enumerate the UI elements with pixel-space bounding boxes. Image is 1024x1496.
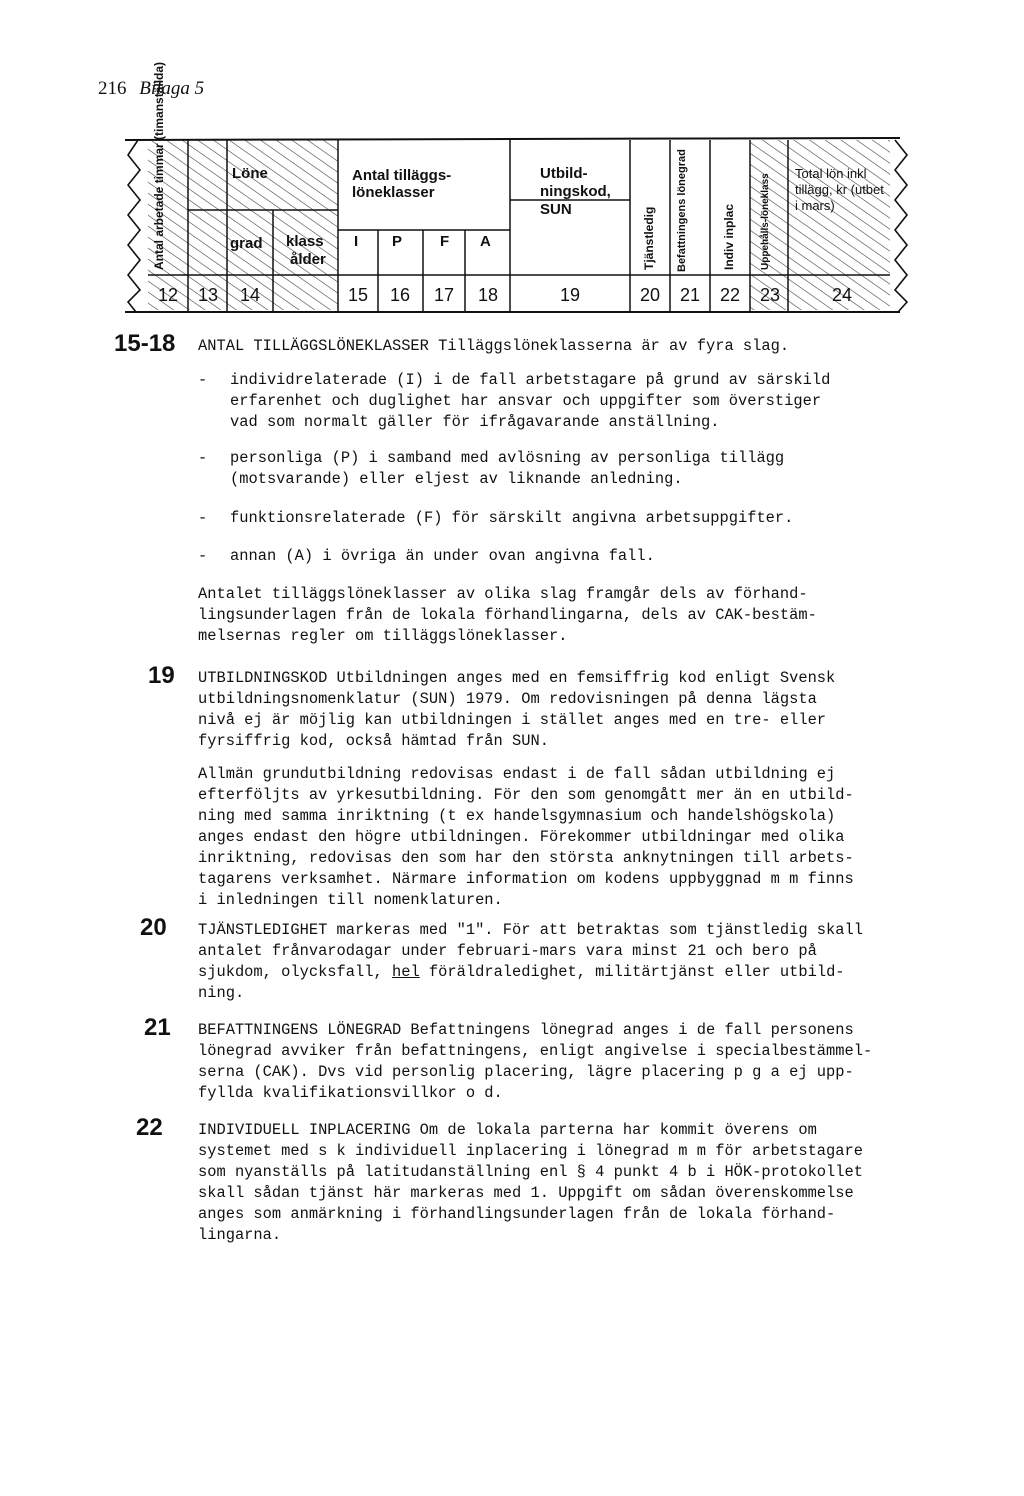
sub-col-i: I — [354, 233, 359, 250]
lone-label: Löne — [232, 165, 268, 182]
section-number: 15-18 — [114, 330, 176, 357]
sub-col-a: A — [480, 233, 491, 250]
bullet-dash: - — [198, 449, 208, 467]
section-paragraph: INDIVIDUELL INPLACERING Om de lokala parterna har kommit överens om systemet med s k individuell inplacering i lönegrad m m för arbetstagare som nyanställs på latitudanställning enl § 4 punkt 4 b i HÖK-protokollet skall sådan tjänst här markeras med 1. Uppgift om sådan överenskommelse anges som anmärkning i förhandlingsunderlagen från de lokala förhand- lingarna. — [198, 1121, 863, 1244]
uppehalls-label: Uppehålls-löneklass — [760, 173, 771, 270]
bullet-dash: - — [198, 371, 208, 389]
col-number-20: 20 — [639, 285, 661, 305]
col-number-15: 15 — [347, 285, 369, 305]
col-number-24: 24 — [831, 285, 853, 305]
page-number: 216 — [98, 78, 127, 99]
bullet-funktionsrelaterade: funktionsrelaterade (F) för särskilt angivna arbetsuppgifter. — [230, 509, 794, 527]
section-number: 19 — [148, 662, 175, 689]
section-heading-line: ANTAL TILLÄGGSLÖNEKLASSER Tilläggslöneklasserna är av fyra slag. — [198, 337, 790, 355]
section-paragraph-2: Allmän grundutbildning redovisas endast i de fall sådan utbildning ej efterföljts av yrkesutbildning. För den som genomgått mer än en utbild- ning med samma inriktning (t ex handelsgymnasium och handelshögskola) anges endast den högre utbildningen. Förekommer utbildningar med olika inriktning, redovisas den som har den största anknytningen till arbets- tagarens verksamhet. Närmare information om kodens uppbyggnad m m finns i inledningen till nomenklaturen. — [198, 765, 854, 909]
alder-label: ålder — [290, 251, 326, 268]
section-paragraph-1: UTBILDNINGSKOD Utbildningen anges med en femsiffrig kod enligt Svensk utbildningsnomenklatur (SUN) 1979. Om redovisningen på denna lägsta nivå ej är möjlig kan utbildningen i stället anges med en tre- eller fyrsiffrig kod, också hämtad från SUN. — [198, 669, 836, 750]
col-number-23: 23 — [759, 285, 781, 305]
indiv-inplac-label: Indiv inplac — [722, 203, 736, 270]
klass-label: klass — [286, 233, 324, 250]
col-number-12: 12 — [157, 285, 179, 305]
section-number: 22 — [136, 1114, 163, 1141]
text-part: föräldraledighet, militärtjänst eller utbild- ning. — [198, 963, 845, 1002]
tillagg-title-2: löneklasser — [352, 184, 435, 201]
underlined-word: hel — [391, 963, 420, 981]
total-lon-label: Total lön inkl tillägg, kr (utbet i mars) — [795, 166, 884, 213]
col-number-14: 14 — [239, 285, 261, 305]
utbild-label-1: Utbild- — [540, 165, 588, 182]
sub-col-p: P — [392, 233, 403, 250]
section-paragraph: Antalet tilläggslöneklasser av olika slag framgår dels av förhand- lingsunderlagen från de lokala förhandlingarna, dels av CAK-bestäm- melsernas regler om tilläggslöneklasser. — [198, 585, 817, 645]
text-part: TJÄNSTLEDIGHET markeras med "1". För att betraktas som tjänstledig skall antalet frånvarodagar under februari-mars vara minst 21 och bero på sjukdom, olycksfall, — [198, 921, 863, 981]
bullet-dash: - — [198, 509, 208, 527]
tjanstledig-label: Tjänstledig — [642, 206, 656, 270]
utbild-label-3: SUN — [540, 201, 572, 218]
sub-col-f: F — [440, 233, 450, 250]
tillagg-title-1: Antal tilläggs- — [352, 167, 452, 184]
col-number-18: 18 — [477, 285, 499, 305]
col-number-21: 21 — [679, 285, 701, 305]
utbild-label-2: ningskod, — [540, 183, 611, 200]
page-title: Bilaga 5 — [139, 78, 205, 99]
antal-arbetade-label: Antal arbetade timmar (timanställda) — [152, 61, 166, 270]
section-paragraph: BEFATTNINGENS LÖNEGRAD Befattningens lönegrad anges i de fall personens lönegrad avviker från befattningens, enligt angivelse i specialbestämmel- serna (CAK). Dvs vid personlig placering, lägre placering p g a ej upp- fyllda kvalifikationsvillkor o d. — [198, 1021, 873, 1102]
col-number-19: 19 — [559, 285, 581, 305]
col-number-16: 16 — [389, 285, 411, 305]
befattningens-label: Befattningens lönegrad — [676, 149, 688, 272]
col-number-22: 22 — [719, 285, 741, 305]
section-number: 21 — [144, 1014, 171, 1041]
section-paragraph — [198, 920, 863, 1004]
grad-label: grad — [230, 235, 263, 252]
bullet-individrelaterade: individrelaterade (I) i de fall arbetstagare på grund av särskild erfarenhet och duglighet har ansvar och uppgifter som överstiger vad som normalt gäller för ifrågavarande anställning. — [230, 371, 831, 431]
col-number-13: 13 — [197, 285, 219, 305]
section-number: 20 — [140, 914, 167, 941]
bullet-annan: annan (A) i övriga än under ovan angivna fall. — [230, 547, 655, 565]
col-number-17: 17 — [433, 285, 455, 305]
bullet-dash: - — [198, 547, 208, 565]
bullet-personliga: personliga (P) i samband med avlösning av personliga tillägg (motsvarande) eller eljest av liknande anledning. — [230, 449, 785, 488]
